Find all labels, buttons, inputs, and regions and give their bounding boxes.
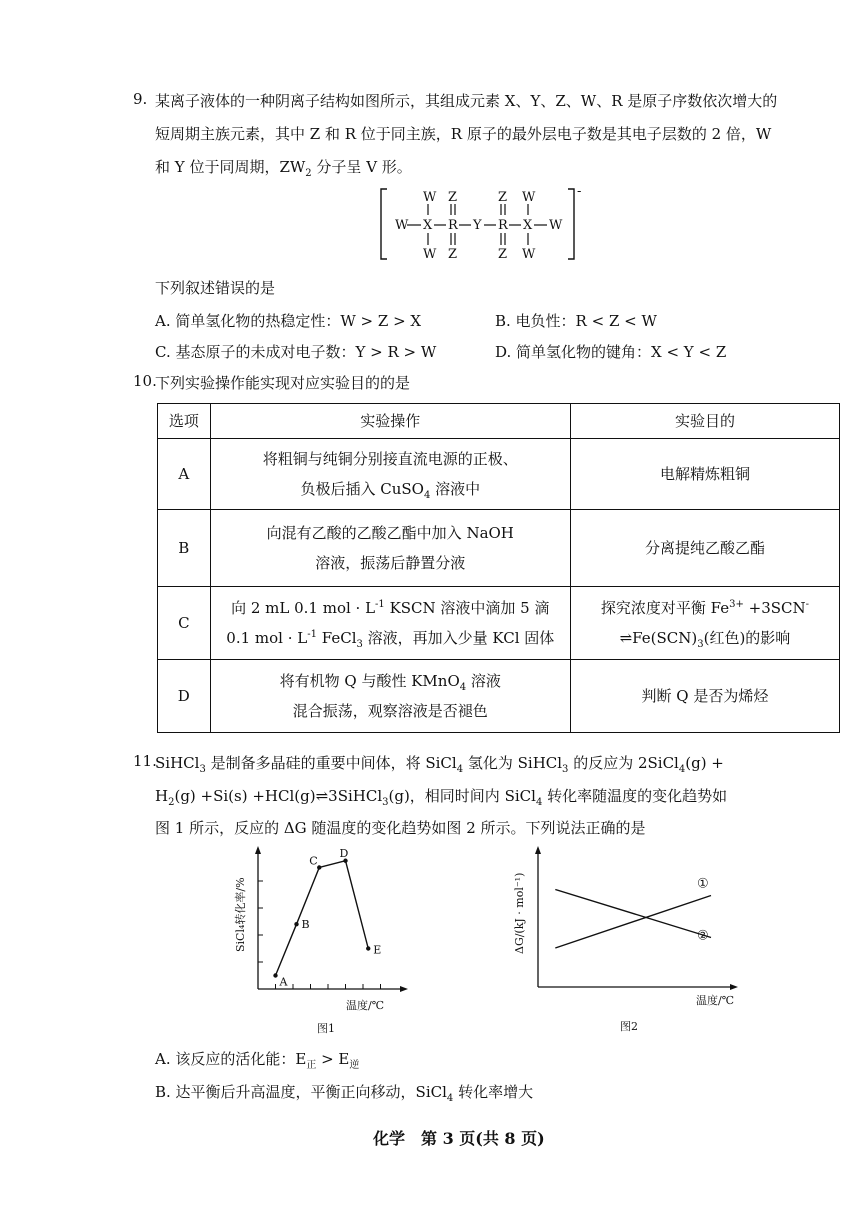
fig1-point-c: [317, 865, 321, 869]
fig1-label-b: B: [301, 918, 310, 932]
header-operation: 实验操作: [210, 404, 570, 439]
atom-w-right: W: [549, 218, 563, 233]
atom-r-right: R: [498, 218, 508, 233]
fig2-series-line-2: [555, 890, 711, 938]
q9-option-b: B. 电负性：R < Z < W: [495, 312, 657, 330]
q9-line3: 和 Y 位于同周期，$ZW_2$ 分子呈 V 形。: [155, 158, 412, 179]
header-purpose: 实验目的: [570, 404, 839, 439]
fig2-caption: 图2: [620, 1020, 638, 1033]
fig2-series-label-2: ②: [697, 928, 709, 944]
q10-stem: 下列实验操作能实现对应实验目的的是: [155, 374, 411, 392]
page-footer: 化学 第 3 页(共 8 页): [373, 1129, 545, 1148]
atom-w-top1: W: [423, 190, 437, 205]
q9-line2: 短周期主族元素，其中 Z 和 R 位于同主族，R 原子的最外层电子数是其电子层数的 2 倍，W: [155, 125, 772, 143]
atom-x-left: X: [423, 218, 433, 233]
atom-y: Y: [473, 218, 482, 233]
fig1-ylabel: SiCl₄转化率/%: [234, 877, 247, 952]
row-c-operation: 向 2 mL 0.1 mol · $L^{-1}$ KSCN 溶液中滴加 5 滴 0.1 mol · $L^{-1}$ FeCl$_3$ 溶液，再加入少量 KCl 固体: [210, 587, 570, 660]
atom-w-bot1: W: [423, 247, 437, 262]
row-d-option: D: [158, 660, 211, 733]
q11-line2: $H_2(g) +Si(s)$ +HCl(g)⇌3SiHCl$_3$(g)，相同时间内 SiCl$_4$ 转化率随温度的变化趋势如: [155, 787, 728, 808]
q9-number: 9.: [133, 90, 148, 108]
atom-z-bot1: Z: [448, 247, 458, 262]
fig2-x-arrow: [730, 984, 738, 990]
row-c-option: C: [158, 587, 211, 660]
atom-z-top1: Z: [448, 190, 458, 205]
atom-z-bot2: Z: [498, 247, 508, 262]
table-row: [158, 510, 840, 587]
fig1-point-a: [273, 973, 277, 977]
anion-structure: [375, 183, 590, 263]
atom-z-top2: Z: [498, 190, 508, 205]
q9-option-c: C. 基态原子的未成对电子数：Y > R > W: [155, 343, 437, 361]
q9-option-a: A. 简单氢化物的热稳定性：W > Z > X: [155, 312, 422, 330]
row-a-operation: 将粗铜与纯铜分别接直流电源的正极、 负极后插入 CuSO$_4$ 溶液中: [210, 439, 570, 510]
row-d-operation: 将有机物 Q 与酸性 KMnO$_4$ 溶液 混合振荡，观察溶液是否褪色: [210, 660, 570, 733]
fig2-ylabel: ΔG/(kJ · mol⁻¹): [513, 872, 526, 954]
fig1-label-c: C: [309, 854, 318, 868]
fig1-xlabel: 温度/℃: [346, 999, 385, 1012]
atom-w-bot2: W: [522, 247, 536, 262]
charge: -: [577, 184, 582, 199]
row-b-option: B: [158, 510, 211, 587]
fig1-point-e: [366, 946, 370, 950]
fig1-y-arrow: [255, 846, 261, 854]
q11-number: 11.: [133, 752, 157, 770]
q9-option-d: D. 简单氢化物的键角：X < Y < Z: [495, 343, 727, 361]
fig1-point-b: [294, 922, 298, 926]
fig1-caption: 图1: [317, 1022, 335, 1035]
fig2-y-arrow: [535, 846, 541, 854]
atom-r-left: R: [448, 218, 458, 233]
figure-1-chart: [222, 842, 412, 1037]
header-option: 选项: [158, 404, 211, 439]
atom-x-right: X: [523, 218, 533, 233]
figure-2-chart: [508, 842, 748, 1037]
fig2-series-line-1: [555, 896, 711, 949]
experiment-table: [157, 403, 840, 733]
fig1-series-line: [276, 861, 369, 976]
fig1-label-a: A: [279, 975, 288, 989]
q11-line3: 图 1 所示，反应的 ΔG 随温度的变化趋势如图 2 所示。下列说法正确的是: [155, 819, 646, 837]
row-b-purpose: 分离提纯乙酸乙酯: [570, 510, 839, 587]
fig2-xlabel: 温度/℃: [696, 994, 735, 1007]
row-a-purpose: 电解精炼粗铜: [570, 439, 839, 510]
table-row: [158, 439, 840, 510]
atom-w-left: W: [395, 218, 409, 233]
q9-stem: 下列叙述错误的是: [155, 279, 276, 297]
row-c-purpose: 探究浓度对平衡 $Fe^{3+} +3SCN^-$ $\rightleftharpoons Fe(SCN)_3$(红色)的影响: [570, 587, 839, 660]
table-row: [158, 587, 840, 660]
fig1-label-e: E: [373, 943, 382, 957]
fig1-x-arrow: [400, 986, 408, 992]
atom-w-top2: W: [522, 190, 536, 205]
q11-line1: SiHCl$_3$ 是制备多晶硅的重要中间体，将 SiCl$_4$ 氢化为 SiHCl$_3$ 的反应为 2SiCl$_4$(g) +: [155, 754, 724, 775]
q9-line1: 某离子液体的一种阴离子结构如图所示，其组成元素 X、Y、Z、W、R 是原子序数依次增大的: [155, 92, 778, 110]
q11-option-b: B. 达平衡后升高温度，平衡正向移动，SiCl$_4$ 转化率增大: [155, 1083, 534, 1104]
row-d-purpose: 判断 Q 是否为烯烃: [570, 660, 839, 733]
fig1-label-d: D: [339, 846, 349, 860]
table-row: [158, 660, 840, 733]
row-b-operation: 向混有乙酸的乙酸乙酯中加入 NaOH 溶液，振荡后静置分液: [210, 510, 570, 587]
fig2-series-label-1: ①: [697, 876, 709, 892]
q10-number: 10.: [133, 372, 157, 390]
row-a-option: A: [158, 439, 211, 510]
q11-option-a: A. 该反应的活化能：$E_正 > E_逆$: [155, 1050, 360, 1071]
